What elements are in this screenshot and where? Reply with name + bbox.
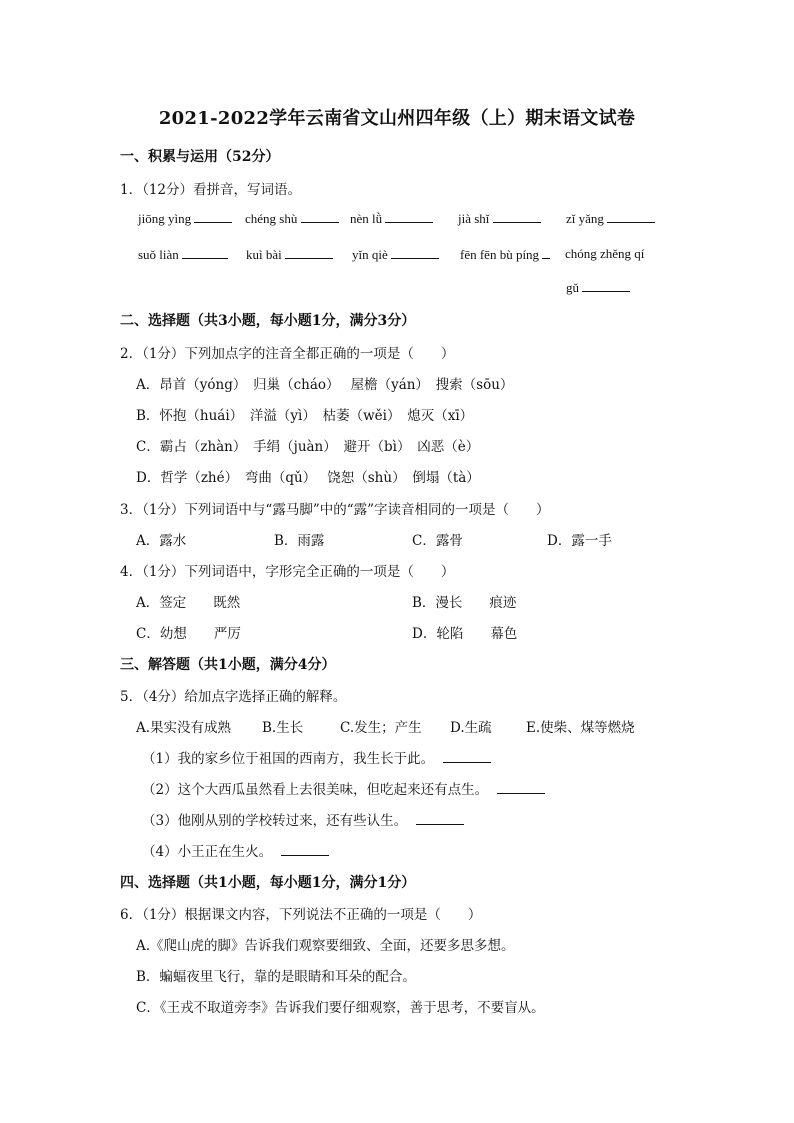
question-2-option-b[interactable]: B．怀抱（huái） 洋溢（yì） 枯萎（wěi） 熄灭（xī）	[136, 408, 474, 424]
question-5-choice-e: E.使柴、煤等燃烧	[526, 720, 635, 736]
answer-blank[interactable]	[582, 279, 630, 292]
question-2-option-a[interactable]: A．昂首（yóng） 归巢（cháo） 屋檐（yán） 搜索（sōu）	[136, 377, 514, 393]
question-4-option-a[interactable]: A．签定 既然	[136, 595, 241, 611]
answer-blank[interactable]	[443, 750, 491, 763]
pinyin-item: gǔ	[566, 279, 630, 296]
question-2-option-c[interactable]: C．霸占（zhàn） 手绢（juàn） 避开（bì） 凶恶（è）	[136, 439, 480, 455]
question-1-stem: 1．（12分）看拼音，写词语。	[120, 182, 302, 198]
answer-blank[interactable]	[416, 812, 464, 825]
question-6-option-b[interactable]: B．蝙蝠夜里飞行，靠的是眼睛和耳朵的配合。	[136, 969, 416, 985]
pinyin-item: yǐn qiè	[352, 246, 439, 263]
question-4-stem: 4．（1分）下列词语中，字形完全正确的一项是（ ）	[120, 564, 455, 580]
answer-blank[interactable]	[493, 210, 541, 223]
answer-blank[interactable]	[542, 246, 550, 259]
answer-blank[interactable]	[301, 210, 339, 223]
question-5-item: （1）我的家乡位于祖国的西南方，我生长于此。	[142, 747, 491, 767]
question-5-item: （2）这个大西瓜虽然看上去很美味，但吃起来还有点生。	[142, 778, 545, 798]
question-4-option-c[interactable]: C．幼想 严厉	[136, 626, 241, 642]
question-6-stem: 6．（1分）根据课文内容，下列说法不正确的一项是（ ）	[120, 907, 482, 923]
section-heading-1: 一、积累与运用（52分）	[120, 149, 280, 165]
answer-blank[interactable]	[285, 246, 333, 259]
question-3-option-b[interactable]: B．雨露	[274, 533, 325, 549]
pinyin-item: nèn lǜ	[350, 210, 433, 227]
question-5-item: （3）他刚从别的学校转过来，还有些认生。	[142, 809, 464, 829]
pinyin-item: chéng shù	[245, 210, 339, 227]
question-5-choice-a: A.果实没有成熟	[136, 720, 232, 736]
answer-blank[interactable]	[385, 210, 433, 223]
question-5-choice-c: C.发生；产生	[340, 720, 422, 736]
question-4-option-b[interactable]: B．漫长 痕迹	[412, 595, 517, 611]
question-2-option-d[interactable]: D．哲学（zhé） 弯曲（qǔ） 饶恕（shù） 倒塌（tà）	[136, 470, 480, 486]
answer-blank[interactable]	[391, 246, 439, 259]
answer-blank[interactable]	[607, 210, 655, 223]
answer-blank[interactable]	[194, 210, 232, 223]
answer-blank[interactable]	[182, 246, 228, 259]
question-3-option-c[interactable]: C．露骨	[412, 533, 463, 549]
pinyin-item: zǐ yǎng	[566, 210, 655, 227]
question-5-item: （4）小王正在生火。	[142, 840, 329, 860]
question-3-stem: 3．（1分）下列词语中与“露马脚”中的“露”字读音相同的一项是（ ）	[120, 502, 550, 518]
question-5-choice-d: D.生疏	[450, 720, 492, 736]
section-heading-2: 二、选择题（共3小题，每小题1分，满分3分）	[120, 313, 416, 329]
question-5-stem: 5．（4分）给加点字选择正确的解释。	[120, 689, 347, 705]
question-3-option-d[interactable]: D．露一手	[547, 533, 612, 549]
question-6-option-c[interactable]: C．《王戎不取道旁李》告诉我们要仔细观察，善于思考，不要盲从。	[136, 1000, 545, 1016]
pinyin-item: jiōng yìng	[138, 210, 232, 227]
pinyin-item: suǒ liàn	[138, 246, 228, 263]
section-heading-3: 三、解答题（共1小题，满分4分）	[120, 657, 336, 673]
question-4-option-d[interactable]: D．轮陷 幕色	[412, 626, 518, 642]
question-6-option-a[interactable]: A.《爬山虎的脚》告诉我们观察要细致、全面，还要多思多想。	[136, 938, 515, 954]
answer-blank[interactable]	[281, 843, 329, 856]
answer-blank[interactable]	[497, 781, 545, 794]
question-2-stem: 2．（1分）下列加点字的注音全都正确的一项是（ ）	[120, 346, 455, 362]
question-5-choice-b: B.生长	[262, 720, 304, 736]
section-heading-4: 四、选择题（共1小题，每小题1分，满分1分）	[120, 875, 416, 891]
pinyin-item: chóng zhěng qí	[565, 246, 645, 261]
pinyin-item: kuì bài	[246, 246, 333, 263]
page-title: 2021-2022学年云南省文山州四年级（上）期末语文试卷	[158, 108, 636, 129]
pinyin-item: fēn fēn bù píng	[460, 246, 550, 263]
pinyin-item: jià shǐ	[458, 210, 541, 227]
question-3-option-a[interactable]: A．露水	[136, 533, 187, 549]
